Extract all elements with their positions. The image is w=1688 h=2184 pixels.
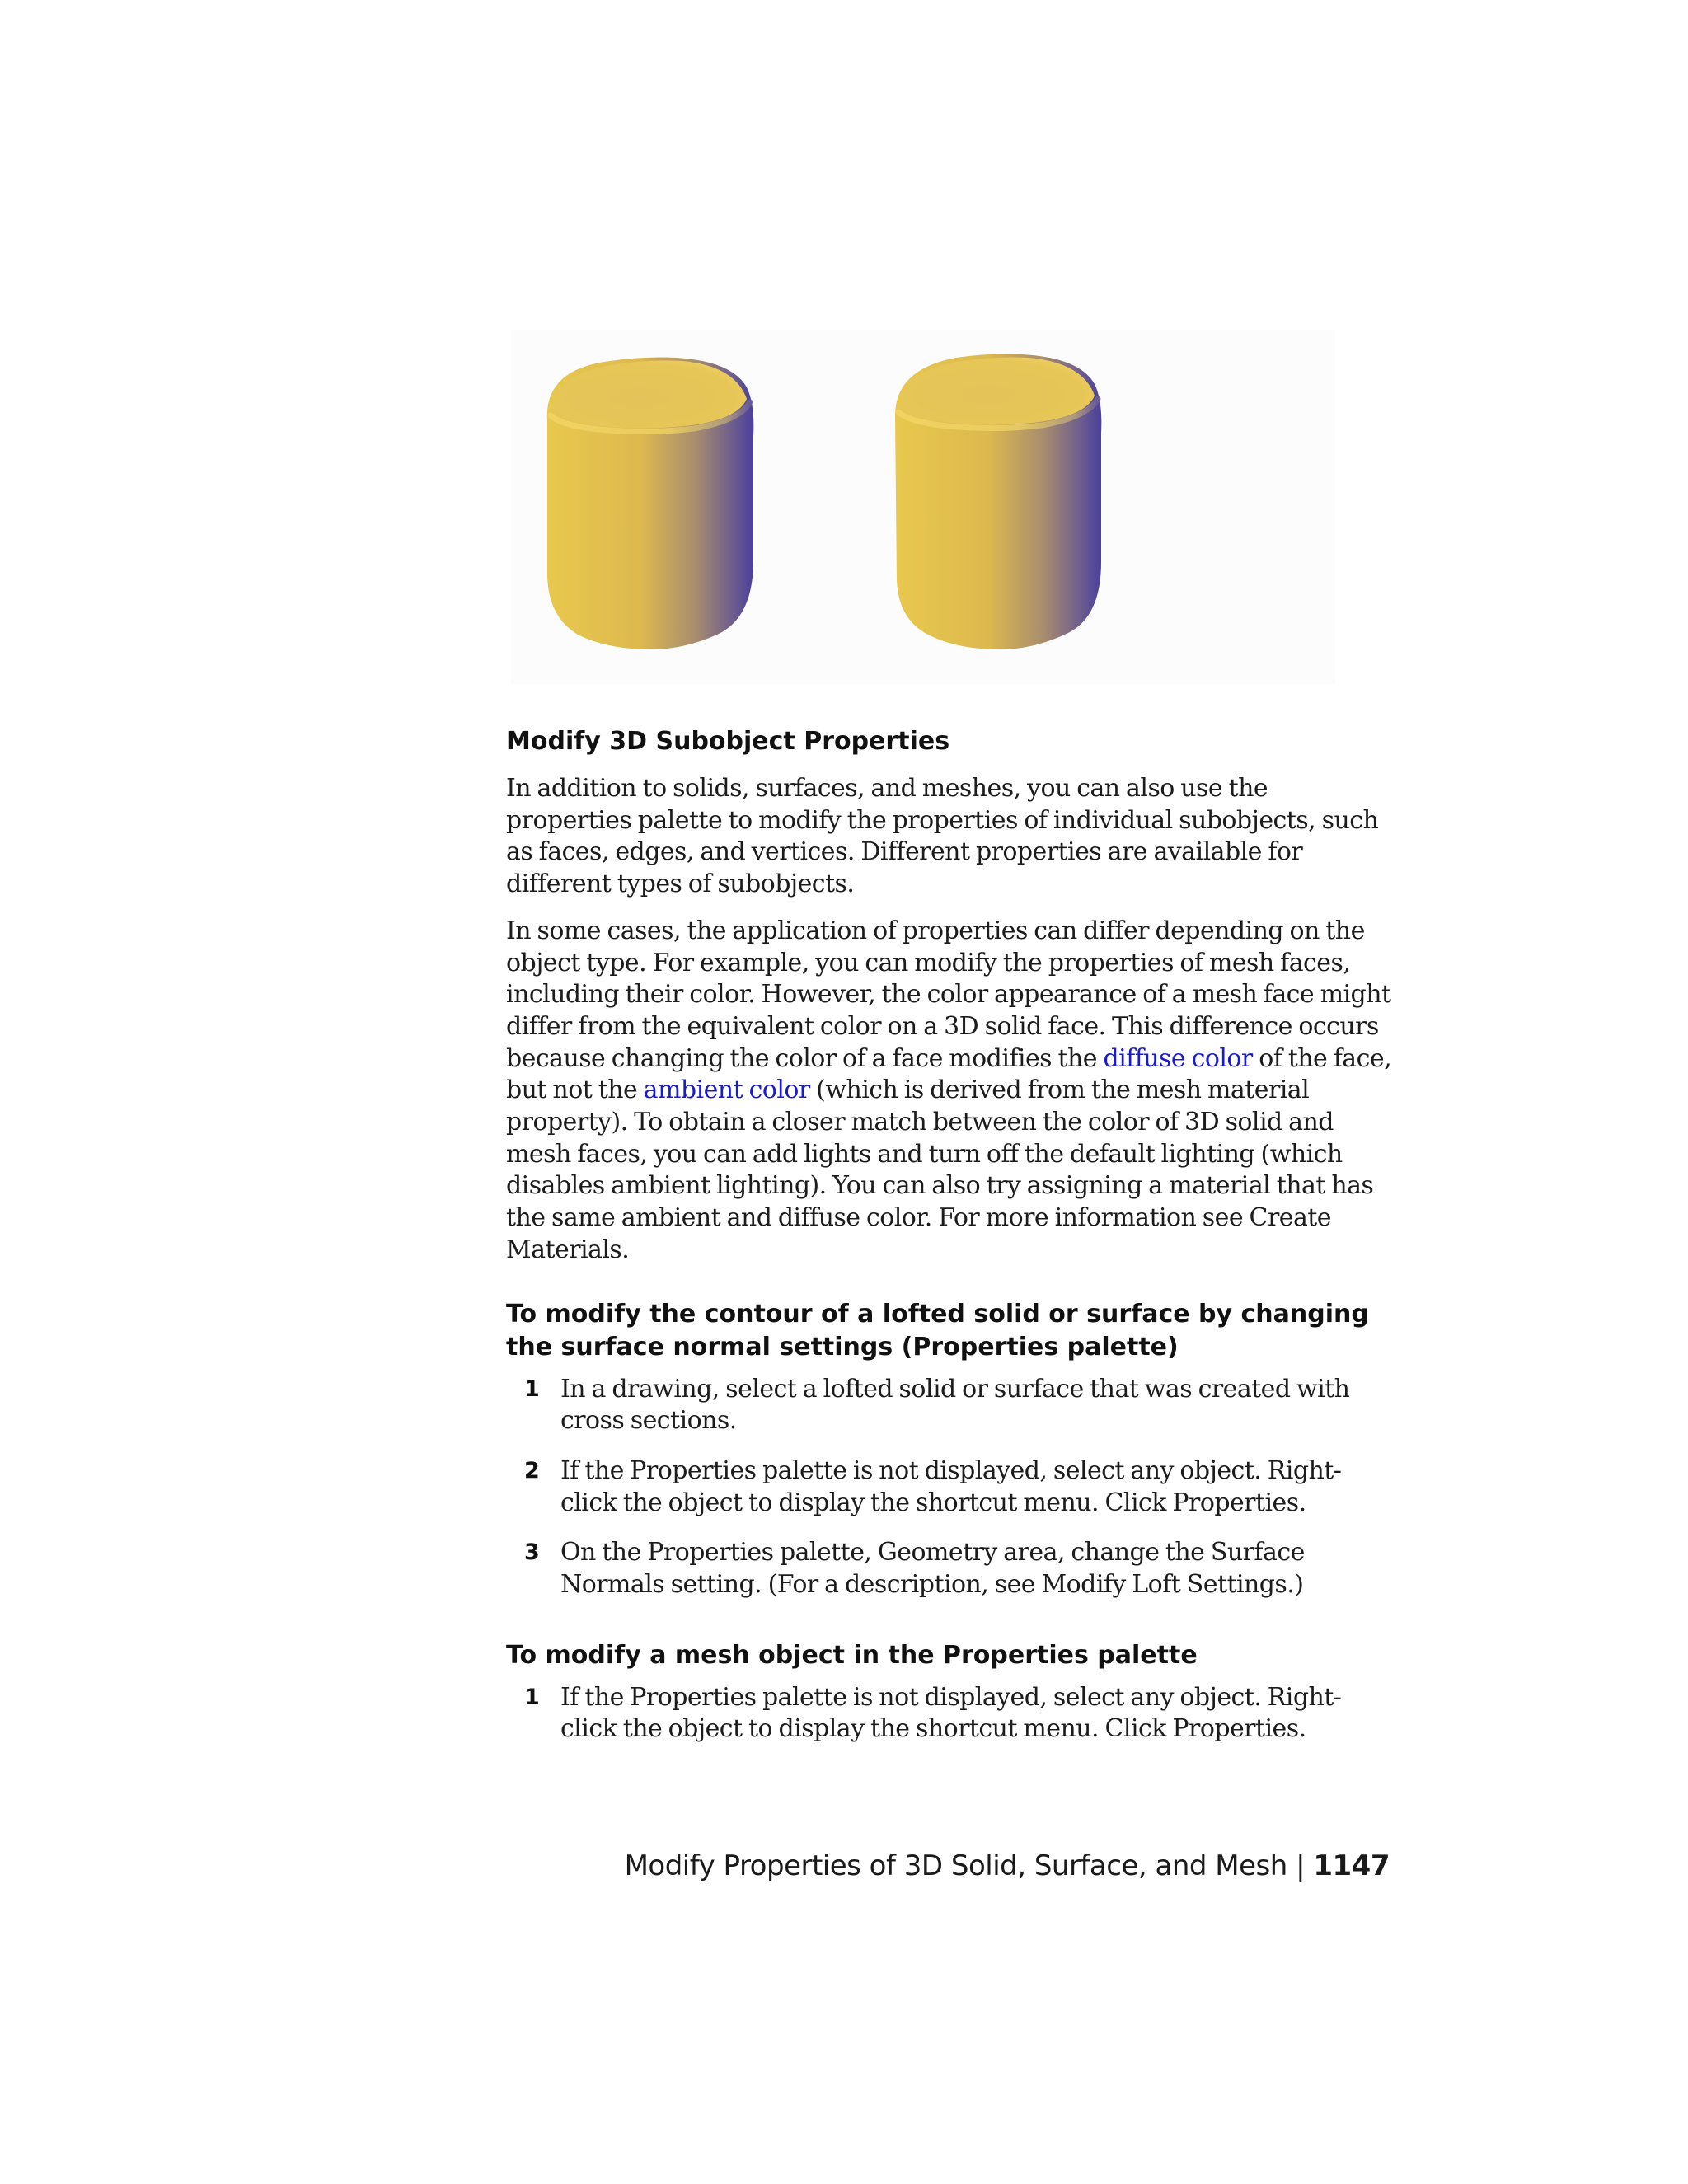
procedure-step [506, 1455, 1396, 1519]
step-number: 1 [524, 1684, 540, 1710]
procedure-heading-loft: To modify the contour of a lofted solid or surface by changing the surface normal settings (Properties palette) [506, 1299, 1369, 1361]
step-text: In a drawing, select a lofted solid or surface that was created with cross sections. [560, 1374, 1350, 1436]
text-column [506, 725, 1396, 1746]
footer-separator: | [1287, 1849, 1314, 1882]
figure-cylinders [511, 330, 1335, 684]
procedure-step [506, 1682, 1396, 1746]
cylinder-left [547, 358, 754, 650]
step-text: On the Properties palette, Geometry area, change the Surface Normals setting. (For a description, see Modify Loft Settings.) [560, 1538, 1305, 1600]
detail-text-1: In some cases, the application of properties can differ depending on the object type. For example, you can modify the properties of mesh faces, including their color. However, the color appearance of a mesh face might differ from the equivalent color on a 3D solid face. This difference occurs because changing the color of a face modifies the [506, 916, 1391, 1073]
cylinder-right [895, 354, 1101, 650]
detail-text-2: of the face, but not the [506, 1043, 1392, 1105]
footer-title: Modify Properties of 3D Solid, Surface, and Mesh [624, 1849, 1287, 1882]
procedure-steps-loft [506, 1374, 1396, 1601]
page-number: 1147 [1313, 1849, 1390, 1882]
detail-text-3: (which is derived from the mesh material property). To obtain a closer match between the color of 3D solid and mesh faces, you can add lights and turn off the default lighting (which disables ambient lighting). You can also try assigning a material that has the same ambient and diffuse color. For more information see Create Materials. [506, 1076, 1374, 1264]
step-number: 2 [524, 1457, 540, 1483]
detail-paragraph [506, 916, 1396, 1267]
step-number: 1 [524, 1376, 540, 1402]
step-number: 3 [524, 1540, 540, 1566]
procedure-step [506, 1537, 1396, 1601]
procedure-heading-mesh: To modify a mesh object in the Properties palette [506, 1640, 1198, 1670]
procedure-steps-mesh [506, 1682, 1396, 1746]
intro-paragraph: In addition to solids, surfaces, and meshes, you can also use the properties palette to modify the properties of individual subobjects, such as faces, edges, and vertices. Different properties are available for different types of subobjects. [506, 774, 1379, 899]
page-footer [625, 1848, 1390, 1884]
cylinders-illustration [511, 330, 1335, 684]
section-heading: Modify 3D Subobject Properties [506, 727, 950, 756]
diffuse-color-link[interactable]: diffuse color [1103, 1043, 1253, 1073]
step-text: If the Properties palette is not displayed, select any object. Right-click the object to display the shortcut menu. Click Properties. [560, 1682, 1342, 1744]
procedure-step [506, 1374, 1396, 1437]
step-text: If the Properties palette is not displayed, select any object. Right-click the object to display the shortcut menu. Click Properties. [560, 1455, 1342, 1517]
ambient-color-link[interactable]: ambient color [643, 1076, 810, 1105]
